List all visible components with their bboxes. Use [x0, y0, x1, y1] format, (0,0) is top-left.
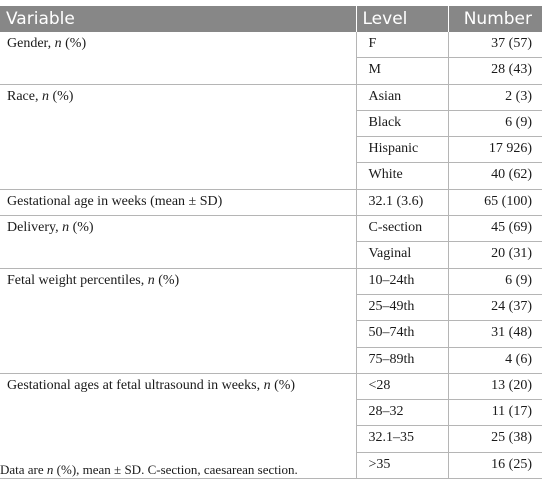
variable-italic: n: [147, 272, 155, 288]
number-cell: 40 (62): [448, 163, 542, 189]
number-cell: 11 (17): [448, 400, 542, 426]
number-cell: 4 (6): [448, 347, 542, 373]
level-cell: 32.1 (3.6): [356, 189, 448, 215]
level-cell: Hispanic: [356, 137, 448, 163]
variable-italic: n: [41, 88, 49, 104]
table-row: [0, 373, 542, 399]
level-cell: M: [356, 58, 448, 84]
level-cell: <28: [356, 373, 448, 399]
variable-cell: [0, 32, 356, 84]
variable-cell: [0, 189, 356, 215]
level-cell: 25–49th: [356, 294, 448, 320]
header-variable: Variable: [0, 6, 356, 32]
level-cell: 50–74th: [356, 321, 448, 347]
number-cell: 20 (31): [448, 242, 542, 268]
number-cell: 37 (57): [448, 32, 542, 58]
variable-label: Gender,: [7, 36, 55, 51]
variable-label: Fetal weight percentiles,: [7, 272, 148, 288]
number-cell: 31 (48): [448, 321, 542, 347]
number-cell: 65 (100): [448, 189, 542, 215]
variable-cell: [0, 216, 356, 269]
variable-suffix: (%): [154, 272, 180, 288]
data-table: [0, 6, 542, 479]
table-row: [0, 268, 542, 294]
variable-suffix: (%): [48, 88, 74, 104]
level-cell: Asian: [356, 84, 448, 110]
variable-italic: n: [263, 377, 271, 393]
header-number: Number: [448, 6, 542, 32]
table-header: [0, 6, 542, 32]
number-cell: 2 (3): [448, 84, 542, 110]
number-cell: 13 (20): [448, 373, 542, 399]
variable-suffix: (%): [61, 36, 87, 51]
variable-suffix: (%): [270, 377, 296, 393]
number-cell: 24 (37): [448, 294, 542, 320]
variable-suffix: (%): [69, 220, 94, 236]
level-cell: 10–24th: [356, 268, 448, 294]
table-footnote: [0, 462, 298, 478]
level-cell: >35: [356, 452, 448, 478]
table-row: [0, 189, 542, 215]
level-cell: 28–32: [356, 400, 448, 426]
header-level: Level: [356, 6, 448, 32]
variable-label: Delivery,: [7, 220, 63, 236]
footnote-italic: n: [46, 462, 54, 477]
number-cell: 45 (69): [448, 216, 542, 242]
footnote-suffix: (%), mean ± SD. C-section, caesarean section.: [53, 462, 298, 477]
table-body: [0, 32, 542, 479]
number-cell: 16 (25): [448, 452, 542, 478]
level-cell: Black: [356, 110, 448, 136]
variable-cell: [0, 84, 356, 189]
variable-italic: n: [62, 220, 70, 236]
number-cell: 25 (38): [448, 426, 542, 452]
variable-label: Gestational ages at fetal ultrasound in weeks,: [7, 377, 264, 393]
level-cell: Vaginal: [356, 242, 448, 268]
level-cell: C-section: [356, 216, 448, 242]
number-cell: 6 (9): [448, 110, 542, 136]
number-cell: 17 926): [448, 137, 542, 163]
level-cell: White: [356, 163, 448, 189]
table-row: [0, 216, 542, 242]
variable-cell: [0, 268, 356, 373]
number-cell: 28 (43): [448, 58, 542, 84]
table-row: [0, 32, 542, 58]
level-cell: 32.1–35: [356, 426, 448, 452]
variable-label: Race,: [7, 88, 42, 104]
table-row: [0, 84, 542, 110]
number-cell: 6 (9): [448, 268, 542, 294]
variable-italic: n: [54, 36, 62, 51]
variable-label: Gestational age in weeks (mean ± SD): [7, 193, 223, 209]
footnote-prefix: Data are: [0, 462, 47, 477]
level-cell: F: [356, 32, 448, 58]
level-cell: 75–89th: [356, 347, 448, 373]
